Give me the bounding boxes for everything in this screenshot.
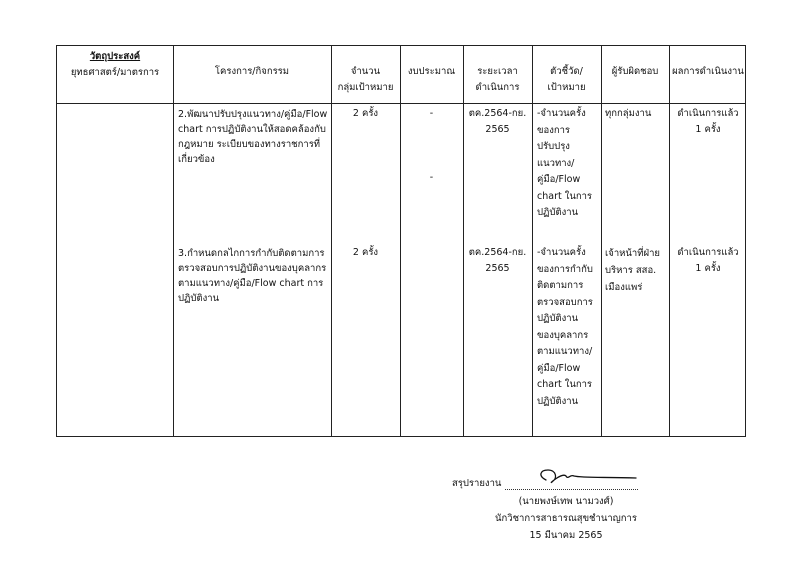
row2-indicator-line: ปฏิบัติงาน (537, 395, 579, 407)
row2-indicator-line: ตรวจสอบการ (537, 296, 593, 308)
header-divider (57, 103, 745, 104)
row2-period-line: 2565 (485, 263, 510, 274)
row2-responsible-line: เมืองแพร่ (605, 282, 643, 293)
row1-result-line: ดำเนินการแล้ว (677, 108, 739, 119)
row1-budget-mark: - (429, 108, 434, 119)
header-objective-title: วัตถุประสงค์ (89, 51, 141, 62)
header-period (463, 64, 532, 96)
header-responsible: ผู้รับผิดชอบ (611, 66, 659, 77)
signer-position: นักวิชาการสาธารณสุขชำนาญการ (495, 513, 637, 524)
row2-period-line: ตค.2564-กย. (468, 247, 527, 258)
column-divider (669, 46, 670, 436)
row2-result-line: 1 ครั้ง (695, 263, 721, 274)
header-target-line1: จำนวน (350, 66, 381, 77)
row2-project (178, 246, 330, 306)
signature-label: สรุปรายงาน (452, 478, 502, 489)
row2-responsible (605, 245, 669, 296)
header-project: โครงการ/กิจกรรม (214, 66, 290, 77)
column-divider (173, 46, 174, 436)
row2-responsible-line: เจ้าหน้าที่ฝ่าย (605, 248, 660, 259)
row1-result-line: 1 ครั้ง (695, 124, 721, 135)
signature-date: 15 มีนาคม 2565 (529, 530, 603, 541)
row1-project-line: 2.พัฒนาปรับปรุงแนวทาง/คู่มือ/Flow (178, 109, 328, 120)
row1-indicator-line: -จำนวนครั้ง (537, 108, 586, 119)
row1-indicator-line: chart ในการ (537, 190, 593, 202)
header-indicator-line1: ตัวชี้วัด/ (550, 66, 583, 77)
report-table (56, 45, 746, 437)
row1-project (178, 107, 330, 167)
header-period-line1: ระยะเวลา (477, 66, 518, 77)
row2-period (463, 245, 532, 277)
column-divider (532, 46, 533, 436)
row2-indicator-line: ตามแนวทาง/ (537, 346, 593, 357)
row2-indicator-line: ติดตามการ (537, 280, 584, 291)
row1-indicator (537, 106, 599, 222)
row1-indicator-line: ของการ (537, 124, 571, 136)
row2-project-line: ตามแนวทาง/คู่มือ/Flow chart การ (178, 278, 324, 289)
row2-project-line: 3.กำหนดกลไกการกำกับติดตามการ (178, 248, 325, 259)
header-strategy (57, 49, 173, 81)
row2-indicator-line: -จำนวนครั้ง (537, 247, 586, 258)
column-divider (601, 46, 602, 436)
row2-result-line: ดำเนินการแล้ว (677, 247, 739, 258)
row1-indicator-line: ปรับปรุง (537, 141, 570, 152)
row1-target: 2 ครั้ง (352, 108, 379, 119)
row2-result (669, 245, 747, 277)
header-indicator (532, 64, 601, 96)
row1-responsible-line: ทุกกลุ่มงาน (605, 108, 652, 119)
signer-name: (นายพงษ์เทพ นามวงศ์) (518, 496, 614, 507)
column-divider (463, 46, 464, 436)
row1-responsible (605, 106, 669, 121)
header-indicator-line2: เป้าหมาย (547, 82, 586, 93)
row2-responsible-line: บริหาร สสอ. (605, 265, 657, 276)
column-divider (400, 46, 401, 436)
header-strategy-label: ยุทธศาสตร์/มาตรการ (70, 67, 160, 78)
header-period-line2: ดำเนินการ (475, 82, 520, 93)
row1-period (463, 106, 532, 138)
row1-indicator-line: คู่มือ/Flow (537, 174, 581, 185)
row2-indicator-line: คู่มือ/Flow (537, 362, 581, 374)
column-divider (331, 46, 332, 436)
row1-project-line: เกี่ยวข้อง (178, 154, 215, 165)
header-target (331, 64, 400, 96)
row2-project-line: ปฏิบัติงาน (178, 293, 220, 304)
row1-result (669, 106, 747, 138)
row1-budget-mark: - (429, 172, 434, 183)
row1-indicator-line: ปฏิบัติงาน (537, 207, 579, 218)
row2-indicator-line: ของการกำกับ (537, 263, 593, 275)
row2-indicator (537, 245, 599, 410)
row2-indicator-line: chart ในการ (537, 379, 593, 390)
row2-indicator-line: ปฏิบัติงาน (537, 313, 579, 324)
header-result: ผลการดำเนินงาน (672, 66, 744, 77)
header-budget: งบประมาณ (407, 66, 456, 77)
row2-indicator-line: ของบุคลากร (537, 329, 589, 341)
row1-period-line: ตค.2564-กย. (468, 108, 527, 119)
handwritten-signature (532, 466, 642, 490)
header-target-line2: กลุ่มเป้าหมาย (337, 82, 394, 93)
row1-period-line: 2565 (485, 124, 510, 135)
row1-indicator-line: แนวทาง/ (537, 157, 575, 169)
row2-project-line: ตรวจสอบการปฏิบัติงานของบุคลากร (178, 263, 327, 274)
row1-project-line: กฎหมาย ระเบียบของทางราชการที่ (178, 139, 321, 150)
row1-project-line: chart การปฏิบัติงานให้สอดคล้องกับ (178, 124, 326, 135)
row2-target: 2 ครั้ง (352, 247, 379, 258)
